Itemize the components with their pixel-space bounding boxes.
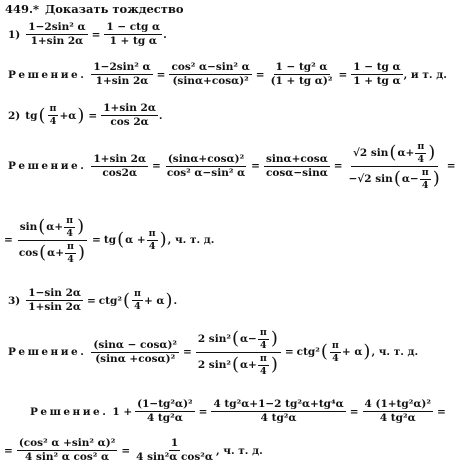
fraction: $\frac{\text{4 (1+tg²α)²}}{\text{4 tg²α}}$ (364, 398, 431, 425)
fraction: $\frac{\text{(sinα − cosα)²}}{\text{(sinα +cosα)²}}$ (93, 338, 178, 365)
fraction: 2 sin² ( α− $\frac{\pi}{4}$ ) 2 sin² ( α+ $\frac{\pi}{4}$ ) (196, 328, 281, 377)
conclusion: , ч. т. д. (167, 234, 215, 247)
fraction: $\frac{\text{4 tg²α+1−2 tg²α+tg⁴α}}{\text{4 tg²α}}$ (213, 398, 344, 425)
fraction: $\frac{\text{1 − tg² α}}{\text{(1 + tg α)²}}$ (270, 61, 333, 88)
fraction: sin ( α+ $\frac{\pi}{4}$ ) cos ( α+ $\frac{\pi}{4}$ ) (17, 216, 88, 265)
part1-number: 1) (8, 28, 21, 41)
part2-solution: Решение. $\frac{1+\sin 2\alpha}{\cos 2\alpha}$ = $\frac{\text{(sinα+cosα)²}}{\text{cos² α−sin² α}}$ = $\frac{\sin\alpha+\cos\alpha}{\cos\alpha-\sin\alpha}$ = √2 sin ( α+ $\frac{\pi}{4}$ ) −√2 sin ( α− $\frac{\pi}{4}$ ) = (8, 141, 456, 191)
conclusion: , ч. т. д. (371, 346, 419, 359)
fraction: $\frac{\text{1 − ctg α}}{\text{1 + tg α}}$ (106, 21, 161, 48)
part1-solution: Решение. $\frac{\text{1−2sin² α}}{1+\sin 2\alpha}$ = $\frac{\text{cos² α−sin² α}}{\text{(sinα+cosα)²}}$ = $\frac{\text{1 − tg² α}}{\text{(1 + tg α)²}}$ = $\frac{\text{1 − tg α}}{\text{1 + tg α}}$ , и т. д. (8, 61, 447, 88)
fraction: $\frac{\text{cos² α−sin² α}}{\text{(sinα+cosα)²}}$ (171, 61, 250, 88)
part3-solution: Решение. $\frac{\text{(sinα − cosα)²}}{\text{(sinα +cosα)²}}$ = 2 sin² ( α− $\frac{\pi}{4}$ ) 2 sin² ( α+ $\frac{\pi}{4}$ ) = ctg² ( $\frac{\pi}{4}$ + α ) , ч. т. д. (8, 327, 419, 377)
solution-label: Решение. (8, 68, 87, 81)
fraction: $\frac{1+\sin 2\alpha}{\cos 2\alpha}$ (103, 102, 156, 129)
fraction: $\frac{\text{(1−tg²α)²}}{\text{4 tg²α}}$ (137, 398, 193, 425)
solution-label: Решение. (8, 160, 87, 173)
fraction: $\frac{1}{\text{4 sin²α cos²α}}$ (136, 437, 213, 464)
part2-solution-cont: = sin ( α+ $\frac{\pi}{4}$ ) cos ( α+ $\frac{\pi}{4}$ ) = tg ( α + $\frac{\pi}{4}$ ) , ч. т. д. (4, 215, 215, 265)
part3-number: 3) (8, 294, 21, 307)
part4-solution: Решение. 1 + $\frac{\text{(1−tg²α)²}}{\text{4 tg²α}}$ = $\frac{\text{4 tg²α+1−2 tg²α+tg⁴α}}{\text{4 tg²α}}$ = $\frac{\text{4 (1+tg²α)²}}{\text{4 tg²α}}$ = (30, 398, 446, 425)
part3-statement: 3) $\frac{1-\sin 2\alpha}{1+\sin 2\alpha}$ = ctg² ( $\frac{\pi}{4}$ + α ) . (8, 287, 178, 314)
conclusion: , ч. т. д. (215, 444, 263, 457)
conclusion: , и т. д. (403, 68, 447, 81)
solution-label: Решение. (30, 405, 109, 418)
fraction: $\frac{\text{(sinα+cosα)²}}{\text{cos² α−sin² α}}$ (166, 152, 246, 179)
part4-solution-cont: = $\frac{\text{(cos² α +sin² α)²}}{\text{4 sin² α cos² α}}$ = $\frac{1}{\text{4 sin²α cos²α}}$ , ч. т. д. (4, 437, 263, 464)
fraction: $\frac{\text{1 − tg α}}{\text{1 + tg α}}$ (353, 61, 401, 88)
fraction: $\frac{\pi}{4}$ (49, 103, 57, 128)
solution-label: Решение. (8, 346, 87, 359)
part2-number: 2) (8, 109, 21, 122)
fraction: $\frac{\text{(cos² α +sin² α)²}}{\text{4 sin² α cos² α}}$ (18, 437, 116, 464)
fraction: $\frac{1-\sin 2\alpha}{1+\sin 2\alpha}$ (28, 287, 81, 314)
problem-number: 449.* (5, 2, 40, 16)
part2-statement: 2) tg ( $\frac{\pi}{4}$ +α ) = $\frac{1+\sin 2\alpha}{\cos 2\alpha}$ . (8, 102, 163, 129)
problem-header (5, 2, 475, 16)
fraction: √2 sin ( α+ $\frac{\pi}{4}$ ) −√2 sin ( α− $\frac{\pi}{4}$ ) (348, 141, 440, 191)
part1-statement: 1) $\frac{\text{1−2sin² α}}{1+\sin 2\alpha}$ = $\frac{\text{1 − ctg α}}{\text{1 + tg α}}$ . (8, 21, 167, 48)
fraction: $\frac{\sin\alpha+\cos\alpha}{\cos\alpha-\sin\alpha}$ (265, 152, 328, 179)
fraction: $\frac{\text{1−2sin² α}}{1+\sin 2\alpha}$ (93, 61, 151, 88)
fraction: $\frac{1+\sin 2\alpha}{\cos 2\alpha}$ (93, 152, 147, 179)
problem-title: Доказать тождество (45, 2, 184, 16)
fraction: $\frac{\text{1−2sin² α}}{1+\sin 2\alpha}$ (28, 21, 86, 48)
